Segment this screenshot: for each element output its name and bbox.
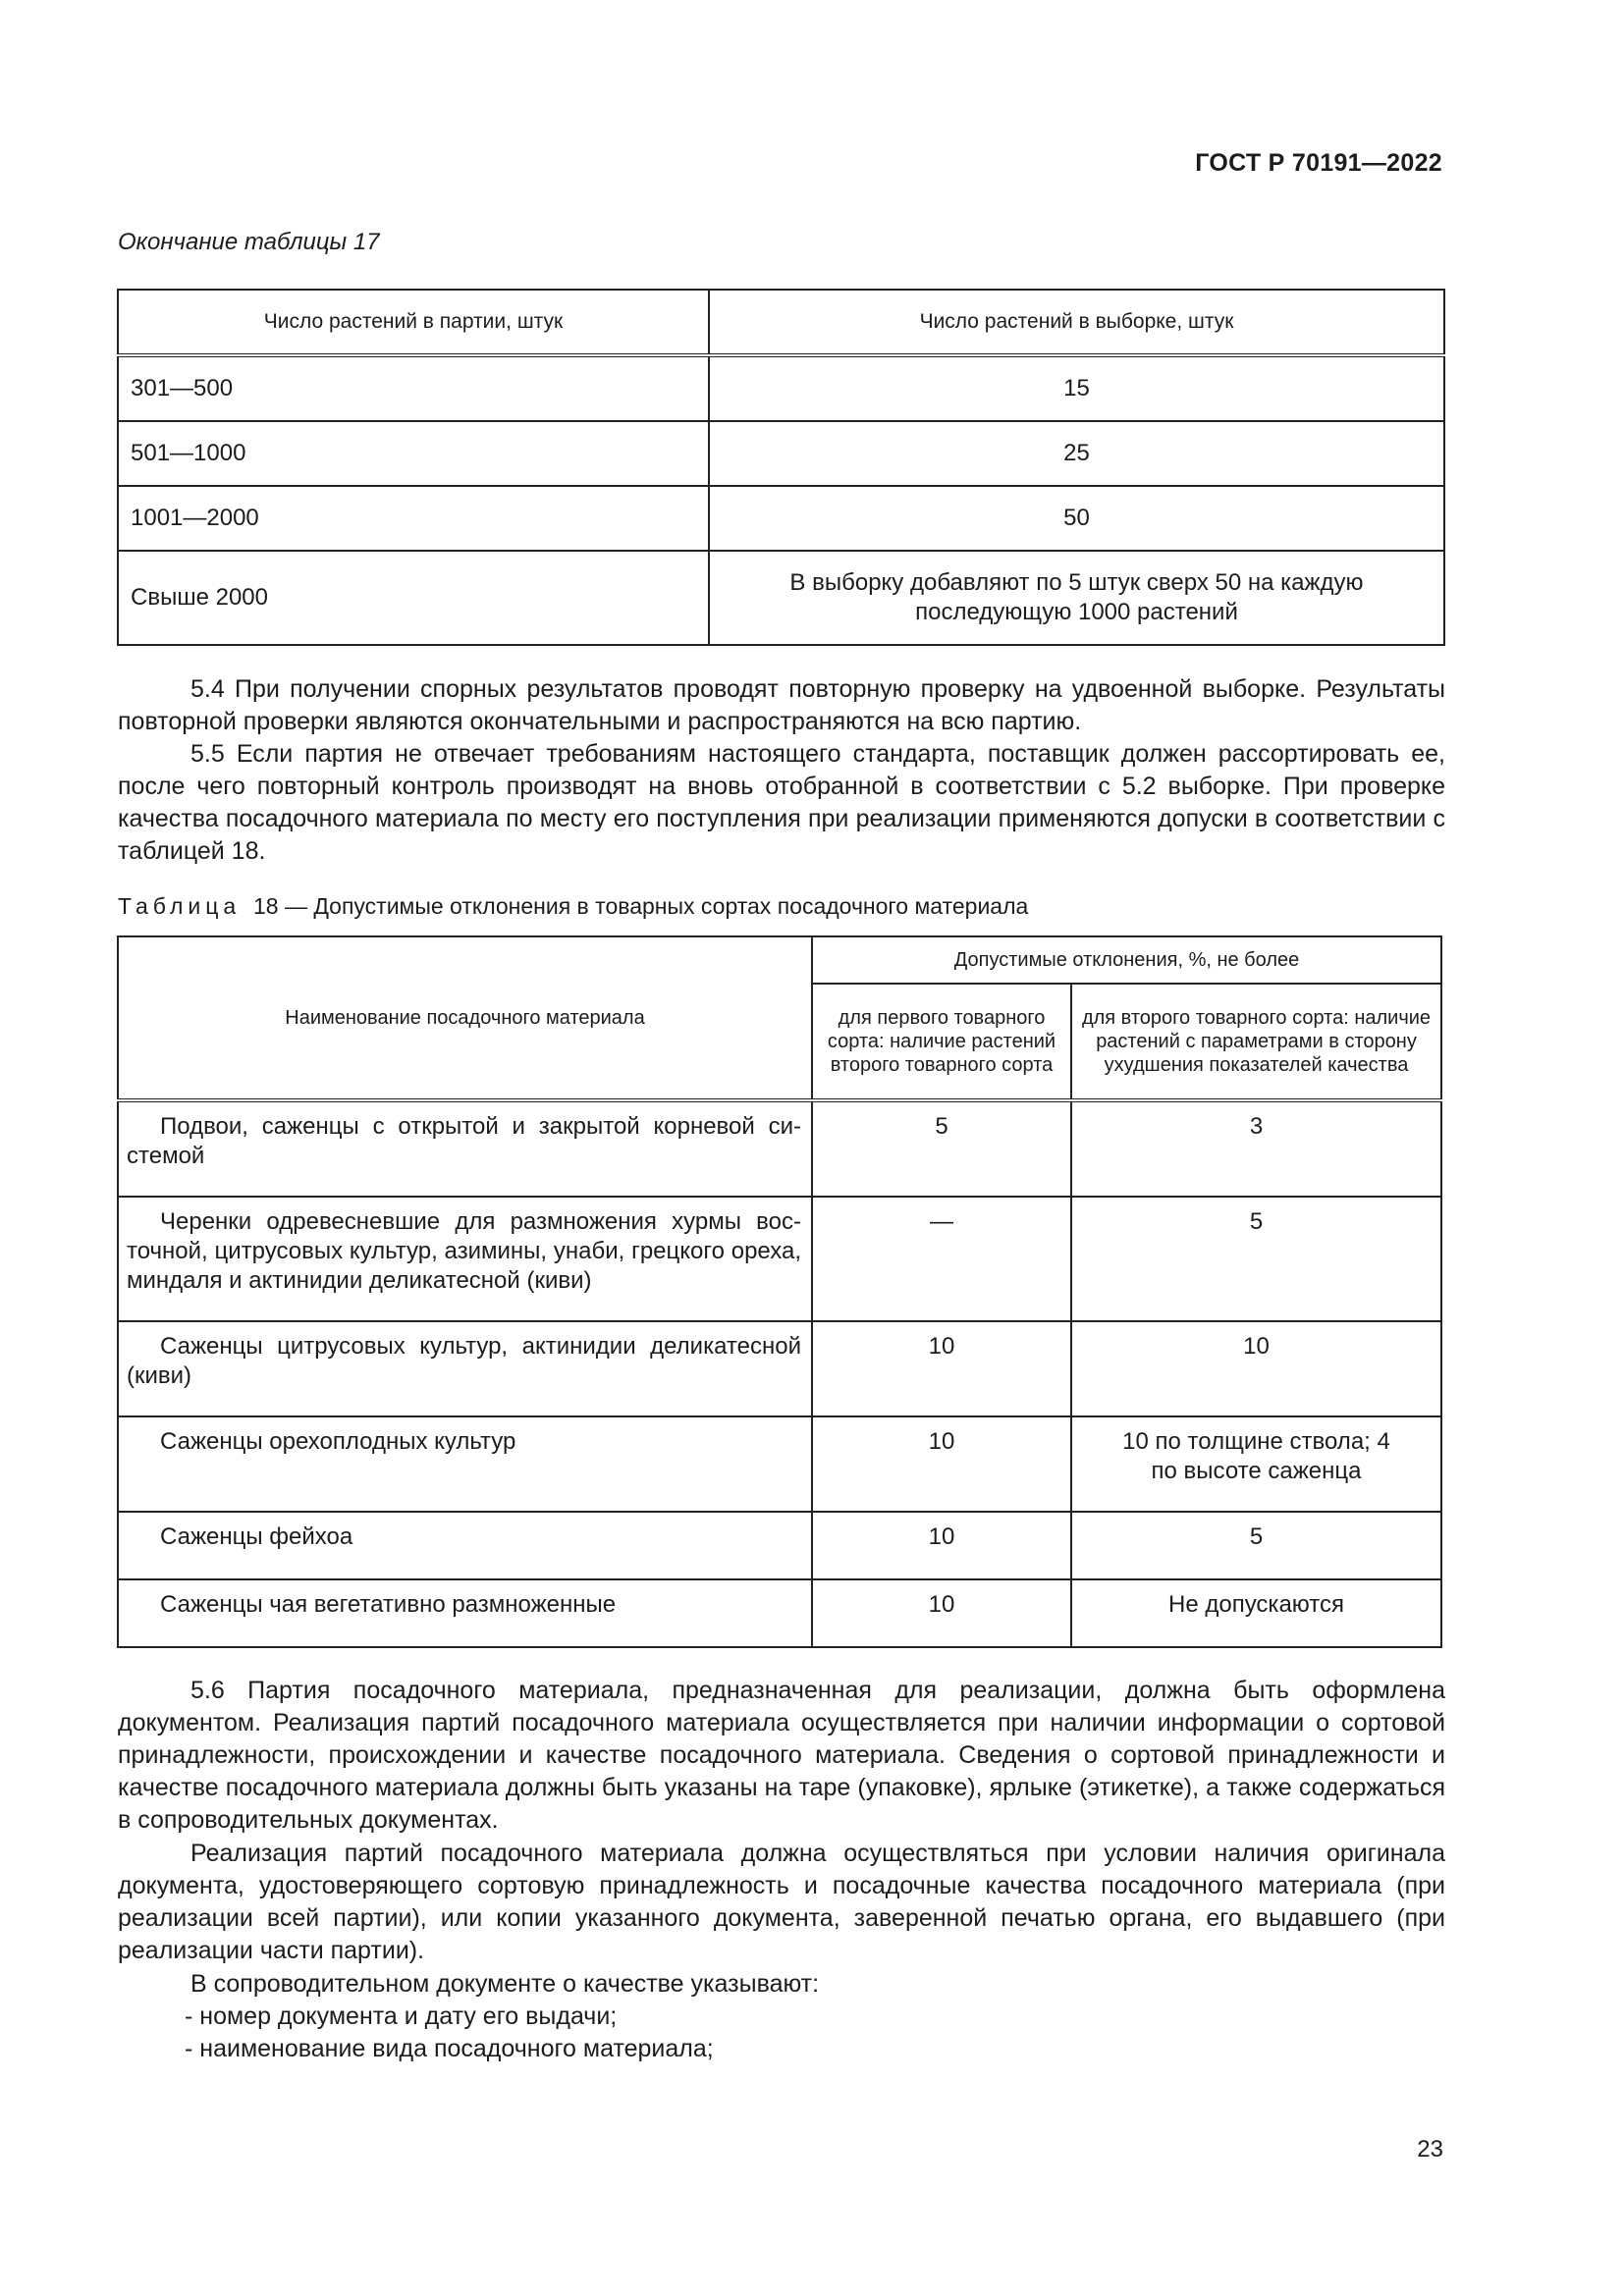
table-cell: 10 <box>812 1321 1071 1416</box>
table-cell: 10 <box>812 1512 1071 1579</box>
paragraph-accompanying <box>118 1968 1445 2001</box>
table-17 <box>117 289 1445 646</box>
paragraph-text: 5.6 Партия посадочного материала, предназначенная для реализации, должна быть оформлена документом. Реализация партий посадочного материала осуществляется при наличии информации о сортовой принадлежности, происхождении и качестве посадочного материала. Сведения о сортовой принадлежности и качестве посадочного материала должны быть указаны на таре (упаковке), ярлыке (этикетке), а также содержаться в сопроводительных документах. <box>118 1677 1445 1834</box>
table-cell <box>118 1197 812 1321</box>
column-header: для второго товарного сорта: наличие растений с параметрами в сторону ухудшения показателей качества <box>1071 984 1441 1100</box>
table-cell: 5 <box>1071 1197 1441 1321</box>
column-group-header: Допустимые отклонения, %, не более <box>812 936 1441 984</box>
table-cell: 501—1000 <box>118 421 709 486</box>
paragraph-5-6 <box>118 1675 1445 1837</box>
cell-text: Саженцы чая вегетативно размноженные <box>160 1591 617 1618</box>
column-header: Число растений в выборке, штук <box>709 290 1444 355</box>
list-item: - наименование вида посадочного материала; <box>185 2035 714 2062</box>
paragraph-5-4 <box>118 673 1445 738</box>
table-cell: 15 <box>709 355 1444 421</box>
paragraph-text: Реализация партий посадочного материала должна осуществляться при условии наличия оригинала документа, удостоверяющего сортовую принадлежность и посадочные качества посадочного материала (при реализации всей партии), или копии указанного документа, заверенной печатью органа, его выдавшего (при реализации части партии). <box>118 1840 1445 1964</box>
table-cell: — <box>812 1197 1071 1321</box>
table-row <box>118 551 1444 645</box>
paragraph-text: В сопроводительном документе о качестве указывают: <box>190 1970 820 1998</box>
cell-text: Саженцы фейхоа <box>160 1523 353 1550</box>
paragraph-5-5 <box>118 738 1445 868</box>
table-row <box>118 1416 1441 1512</box>
table-cell: 10 <box>812 1579 1071 1647</box>
table-word: Таблица <box>118 893 242 919</box>
table-row <box>118 486 1444 551</box>
column-header: для первого товарного сорта: наличие растений второго товарного сорта <box>812 984 1071 1100</box>
table-row <box>118 1512 1441 1579</box>
cell-text: Саженцы орехоплодных культур <box>160 1428 516 1455</box>
table-row <box>118 1100 1441 1197</box>
table-title-text: 18 — Допустимые отклонения в товарных сортах посадочного материала <box>252 893 1029 919</box>
table-row <box>118 421 1444 486</box>
table-cell: 10 <box>812 1416 1071 1512</box>
table-cell: 25 <box>709 421 1444 486</box>
table-row <box>118 355 1444 421</box>
table-header-row <box>118 290 1444 355</box>
table-cell: 301—500 <box>118 355 709 421</box>
table-cell <box>118 1416 812 1512</box>
table-cell: Не допускаются <box>1071 1579 1441 1647</box>
table-cell: 3 <box>1071 1100 1441 1197</box>
table18-title <box>118 893 1028 920</box>
column-header: Число растений в партии, штук <box>118 290 709 355</box>
table-cell <box>118 1579 812 1647</box>
table-cell <box>118 1512 812 1579</box>
table-cell: 10 <box>1071 1321 1441 1416</box>
list-item: - номер документа и дату его выдачи; <box>185 2002 618 2030</box>
table-18 <box>117 935 1442 1648</box>
paragraph-text: 5.5 Если партия не отвечает требованиям настоящего стандарта, поставщик должен рассортировать ее, после чего повторный контроль производят на вновь отобранной в соответствии с 5.2 выборке. При проверке качества посадочного материала по месту его поступления при реализации применяются допуски в соответствии с таблицей 18. <box>118 740 1445 865</box>
paragraph-text: 5.4 При получении спорных результатов проводят повторную проверку на удвоенной выборке. Результаты повторной проверки являются окончательными и распространяются на всю партию. <box>118 675 1445 735</box>
table-header-row <box>118 936 1441 984</box>
table-cell <box>118 1321 812 1416</box>
paragraph-sales <box>118 1838 1445 1967</box>
table-cell: 50 <box>709 486 1444 551</box>
table-row <box>118 1321 1441 1416</box>
document-id: ГОСТ Р 70191—2022 <box>1195 149 1442 177</box>
page-number: 23 <box>1417 2136 1443 2163</box>
table17-caption: Окончание таблицы 17 <box>118 229 380 255</box>
table-cell: 5 <box>812 1100 1071 1197</box>
cell-text: Черенки одревесневшие для размножения хурмы восточной, цитрусовых культур, азимины, унаби, грецкого ореха, миндаля и актинидии деликатесной (киви) <box>127 1208 801 1294</box>
table-cell: В выборку добавляют по 5 штук сверх 50 на каждую последующую 1000 растений <box>709 551 1444 645</box>
table-cell: 5 <box>1071 1512 1441 1579</box>
table-cell: 10 по толщине ствола; 4 по высоте саженца <box>1071 1416 1441 1512</box>
table-row <box>118 1579 1441 1647</box>
table-row <box>118 1197 1441 1321</box>
table-cell <box>118 1100 812 1197</box>
table-cell: 1001—2000 <box>118 486 709 551</box>
cell-text: Подвои, саженцы с открытой и закрытой корневой системой <box>127 1113 801 1169</box>
cell-text: Саженцы цитрусовых культур, актинидии деликатесной (киви) <box>127 1333 801 1389</box>
column-header: Наименование посадочного материала <box>118 936 812 1100</box>
table-cell: Свыше 2000 <box>118 551 709 645</box>
